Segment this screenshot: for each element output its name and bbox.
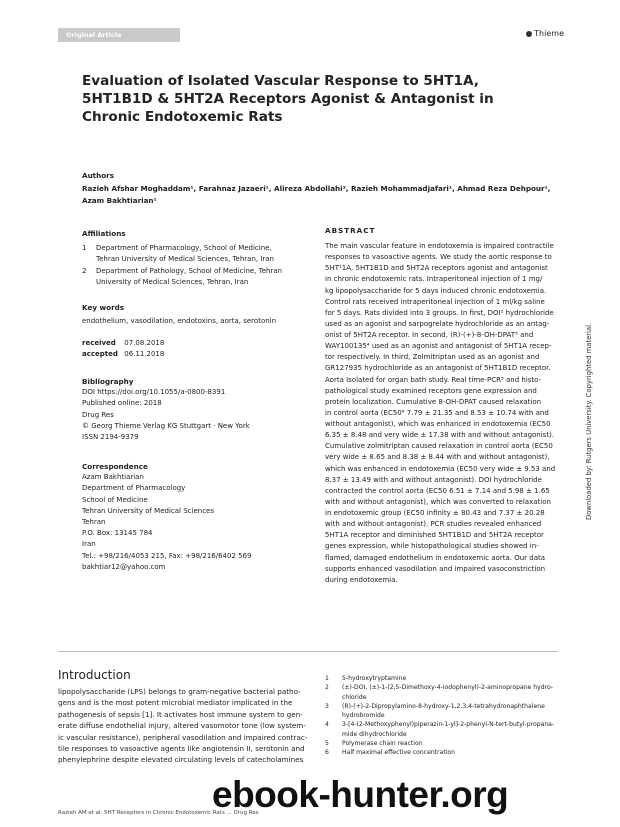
correspondence-line: Department of Pharmacology — [82, 484, 186, 493]
footnote-number: 5 — [325, 740, 329, 748]
abstract-line: Cumulative zolmitriptan caused relaxation in control aorta (EC50 — [325, 442, 553, 451]
correspondence-section — [82, 461, 310, 573]
abstract-line: Aorta Isolated for organ bath study. Real time-PCR⁵ and histo- — [325, 375, 542, 384]
bibliography-line: ISSN 2194-9379 — [82, 433, 139, 442]
title-line: Evaluation of Isolated Vascular Response to 5HT1A, — [82, 73, 479, 89]
affiliation-line: Department of Pathology, School of Medicine, Tehran — [96, 266, 283, 275]
watermark: ebook-hunter.org — [212, 774, 509, 815]
bibliography-heading: Bibliography — [82, 377, 134, 386]
article-title — [82, 72, 512, 126]
introduction-line: erate diffuse endothelial injury, altered vasomotor tone (low system- — [58, 721, 306, 731]
correspondence-line: School of Medicine — [82, 495, 148, 504]
abstract-line: during endotoxemia. — [325, 575, 398, 584]
affiliation-item — [82, 266, 310, 288]
footnote-item — [325, 739, 575, 748]
abstract-line: contracted the control aorta (EC50 6.51 ± 7.14 and 5.98 ± 1.65 — [325, 486, 550, 495]
abstract-line: without antagonist), which was enhanced in endotoxemia (EC50 — [325, 420, 551, 428]
abstract-line: 6.35 ± 8.48 and very wide ± 17.38 with and without antagonist). — [325, 431, 555, 440]
footnote-line: (R)-(+)-2-Dipropylamino-8-hydroxy-1,2,3,4-tetrahydronaphthalene — [342, 702, 545, 710]
footnote-item — [325, 720, 575, 739]
footnote-number: 1 — [325, 675, 329, 682]
footnote-number: 3 — [325, 702, 329, 710]
footnote-line: chloride — [342, 693, 367, 701]
abstract-line: for 5 days. Rats divided into 3 groups. In first, DOI² hydrochloride — [325, 308, 554, 317]
abstract-line: 5HT¹1A, 5HT1B1D and 5HT2A receptors agonist and antagonist — [325, 264, 548, 273]
abstract-line: WAY100135⁴ used as an agonist and antagonist of 5HT1A recep- — [325, 342, 552, 351]
accepted-label: accepted — [82, 350, 118, 359]
footnote-line: hydrobromide — [342, 712, 385, 720]
keywords-heading: Key words — [82, 303, 125, 312]
bibliography-line: Drug Res — [82, 410, 114, 419]
title-line: Chronic Endotoxemic Rats — [82, 109, 283, 125]
abstract-line: The main vascular feature in endotoxemia is impaired contractile — [325, 242, 554, 250]
abstract-line: used as an agonist and sarpogrelate hydrochloride as an antag- — [325, 319, 550, 328]
title-line: 5HT1B1D & 5HT2A Receptors Agonist & Antagonist in — [82, 91, 494, 107]
received-date: 07.08.2018 — [124, 339, 165, 347]
footnote-line: 5-hydroxytryptamine — [342, 675, 407, 682]
footnote-line: (±)-DOI, (±)-1-(2,5-Dimethoxy-4-iodophenyl)-2-aminopropane hydro- — [342, 684, 553, 692]
thieme-logo-icon — [526, 31, 532, 37]
bibliography-line: © Georg Thieme Verlag KG Stuttgart · New York — [82, 421, 250, 430]
publisher-logo — [526, 29, 564, 38]
bibliography-section — [82, 376, 310, 443]
affiliation-number: 2 — [82, 266, 87, 275]
footnote-line: Polymerase chain reaction — [342, 740, 423, 748]
footnote-item — [325, 674, 575, 683]
correspondence-line: Azam Bakhtiarian — [82, 473, 144, 482]
affiliation-line: Department of Pharmacology, School of Medicine, — [96, 244, 272, 253]
affiliations-heading: Affiliations — [82, 229, 126, 238]
abstract-line: 5HT1A receptor and diminished 5HT1B1D and 5HT2A receptor — [325, 531, 544, 540]
authors-heading: Authors — [82, 171, 114, 180]
footnote-number: 4 — [325, 721, 329, 729]
affiliation-line: University of Medical Sciences, Tehran, Iran — [96, 277, 249, 286]
introduction-line: gens and is the most potent microbial mediator implicated in the — [58, 698, 293, 708]
abstract-line: 8.37 ± 13.49 with and without antagonist). DOI hydrochloride — [325, 475, 542, 484]
abstract-line: kg lipopolysaccharide for 5 days induced chronic endotoxemia. — [325, 286, 547, 295]
authors-line: Azam Bakhtiarian¹ — [82, 195, 157, 205]
footnote-line: 3-[4-(2-Methoxyphenyl)piperazin-1-yl]-2-phenyl-N-tert-butyl-propana- — [342, 721, 555, 729]
footnote-number: 6 — [325, 749, 329, 757]
footnote-line: mide dihydrochloride — [342, 730, 407, 738]
email-link[interactable]: bakhtiar12@yahoo.com — [82, 562, 166, 571]
footnote-number: 2 — [325, 684, 329, 692]
affiliation-number: 1 — [82, 244, 87, 253]
authors-line: Razieh Afshar Moghaddam¹, Farahnaz Jazaeri¹, Alireza Abdollahi², Razieh Mohammadjafari¹, Ahmad Reza Dehpour¹, — [82, 184, 551, 193]
abstract-line: in endotoxemic group (EC50 infinity ± 80.43 and 7.37 ± 20.28 — [325, 509, 545, 517]
abstract-line: with and without antagonist), which was converted to relaxation — [325, 497, 551, 506]
publisher-name: Thieme — [534, 29, 564, 38]
affiliations-list — [82, 243, 310, 288]
abstract-line: in chronic endotoxemic rats. Intraperitoneal injection of 1 mg/ — [325, 275, 543, 284]
introduction-line: phenylephrine despite elevated circulating levels of catecholamines — [58, 755, 304, 765]
footnote-item — [325, 683, 575, 702]
introduction-heading: Introduction — [58, 668, 131, 682]
abstract-line: onist of 5HT2A receptor. In second, (R)-(+)-8-OH-DPAT³ and — [325, 331, 534, 339]
keywords-section — [82, 302, 310, 327]
article-type-badge: Original Article — [58, 28, 180, 42]
abstract-line: protein localization. Cumulative 8-OH-DPAT caused relaxation — [325, 397, 542, 406]
abstract-line: with and without antagonist). PCR studies revealed enhanced — [325, 520, 542, 529]
download-notice: Downloaded by: Rutgers University. Copyrighted material. — [585, 322, 593, 520]
footnote-item — [325, 702, 575, 721]
abstract-line: genes expression, while histopathological studies showed in- — [325, 542, 539, 551]
affiliations-section — [82, 228, 310, 288]
abstract-line: in control aorta (EC50⁶ 7.79 ± 21.35 and 8.53 ± 10.74 with and — [325, 408, 549, 417]
abstract-heading: ABSTRACT — [325, 226, 376, 235]
keywords-text: endothelium, vasodilation, endotoxins, aorta, serotonin — [82, 317, 277, 326]
abstract-line: supports enhanced vasodilation and impaired vasoconstriction — [325, 564, 546, 573]
abstract-line: responses to vasoactive agents. We study the aortic response to — [325, 253, 552, 262]
abstract-line: very wide ± 8.65 and 8.38 ± 8.44 with and without antagonist), — [325, 453, 550, 462]
abstract-text — [325, 241, 555, 586]
accepted-date: 06.11.2018 — [124, 350, 165, 359]
abstract-line: GR127935 hydrochloride as an antagonist of 5HT1B1D receptor. — [325, 364, 551, 373]
correspondence-line: P.O. Box: 13145 784 — [82, 529, 153, 538]
correspondence-heading: Correspondence — [82, 462, 148, 471]
correspondence-line: Tehran University of Medical Sciences — [82, 506, 214, 515]
correspondence-line: Iran — [82, 540, 96, 549]
dates-section — [82, 338, 310, 360]
footnote-line: Half maximal effective concentration — [342, 749, 455, 757]
footnotes-list — [325, 674, 575, 758]
section-divider — [58, 651, 558, 652]
footnote-item — [325, 748, 575, 757]
abstract-line: which was enhanced in endotoxemia (EC50 very wide ± 9.53 and — [325, 464, 556, 473]
abstract-line: pathological study examined receptors gene expression and — [325, 386, 537, 395]
introduction-line: ic vascular resistance), peripheral vasodilation and impaired contrac- — [58, 732, 308, 742]
abstract-line: tor respectively. In third, Zolmitriptan used as an agonist and — [325, 353, 540, 362]
page-footer: Razieh AM et al. 5HT Receptors in Chronic Endotoxemic Rats ... Drug Res — [58, 810, 259, 816]
abstract-line: flamed, damaged endothelium in endotoxemic aorta. Our data — [325, 553, 546, 562]
introduction-line: pathogenesis of sepsis [1]. It activates host immune system to gen- — [58, 709, 303, 719]
bibliography-line: Published online: 2018 — [82, 399, 162, 408]
introduction-line: tile responses to vasoactive agents like angiotensin II, serotonin and — [58, 744, 305, 754]
author-list — [82, 183, 562, 206]
introduction-line: lipopolysaccharide (LPS) belongs to gram-negative bacterial patho- — [58, 687, 301, 696]
received-label: received — [82, 339, 116, 347]
doi-link[interactable]: DOI https://doi.org/10.1055/a-0800-8391 — [82, 388, 226, 397]
affiliation-item — [82, 243, 310, 265]
correspondence-line: Tel.: +98/216/4053 215, Fax: +98/216/6402 569 — [82, 551, 252, 560]
correspondence-line: Tehran — [82, 518, 106, 527]
introduction-text — [58, 686, 308, 766]
abstract-line: Control rats received intraperitoneal injection of 1 ml/kg saline — [325, 297, 545, 306]
affiliation-line: Tehran University of Medical Sciences, Tehran, Iran — [96, 255, 274, 264]
